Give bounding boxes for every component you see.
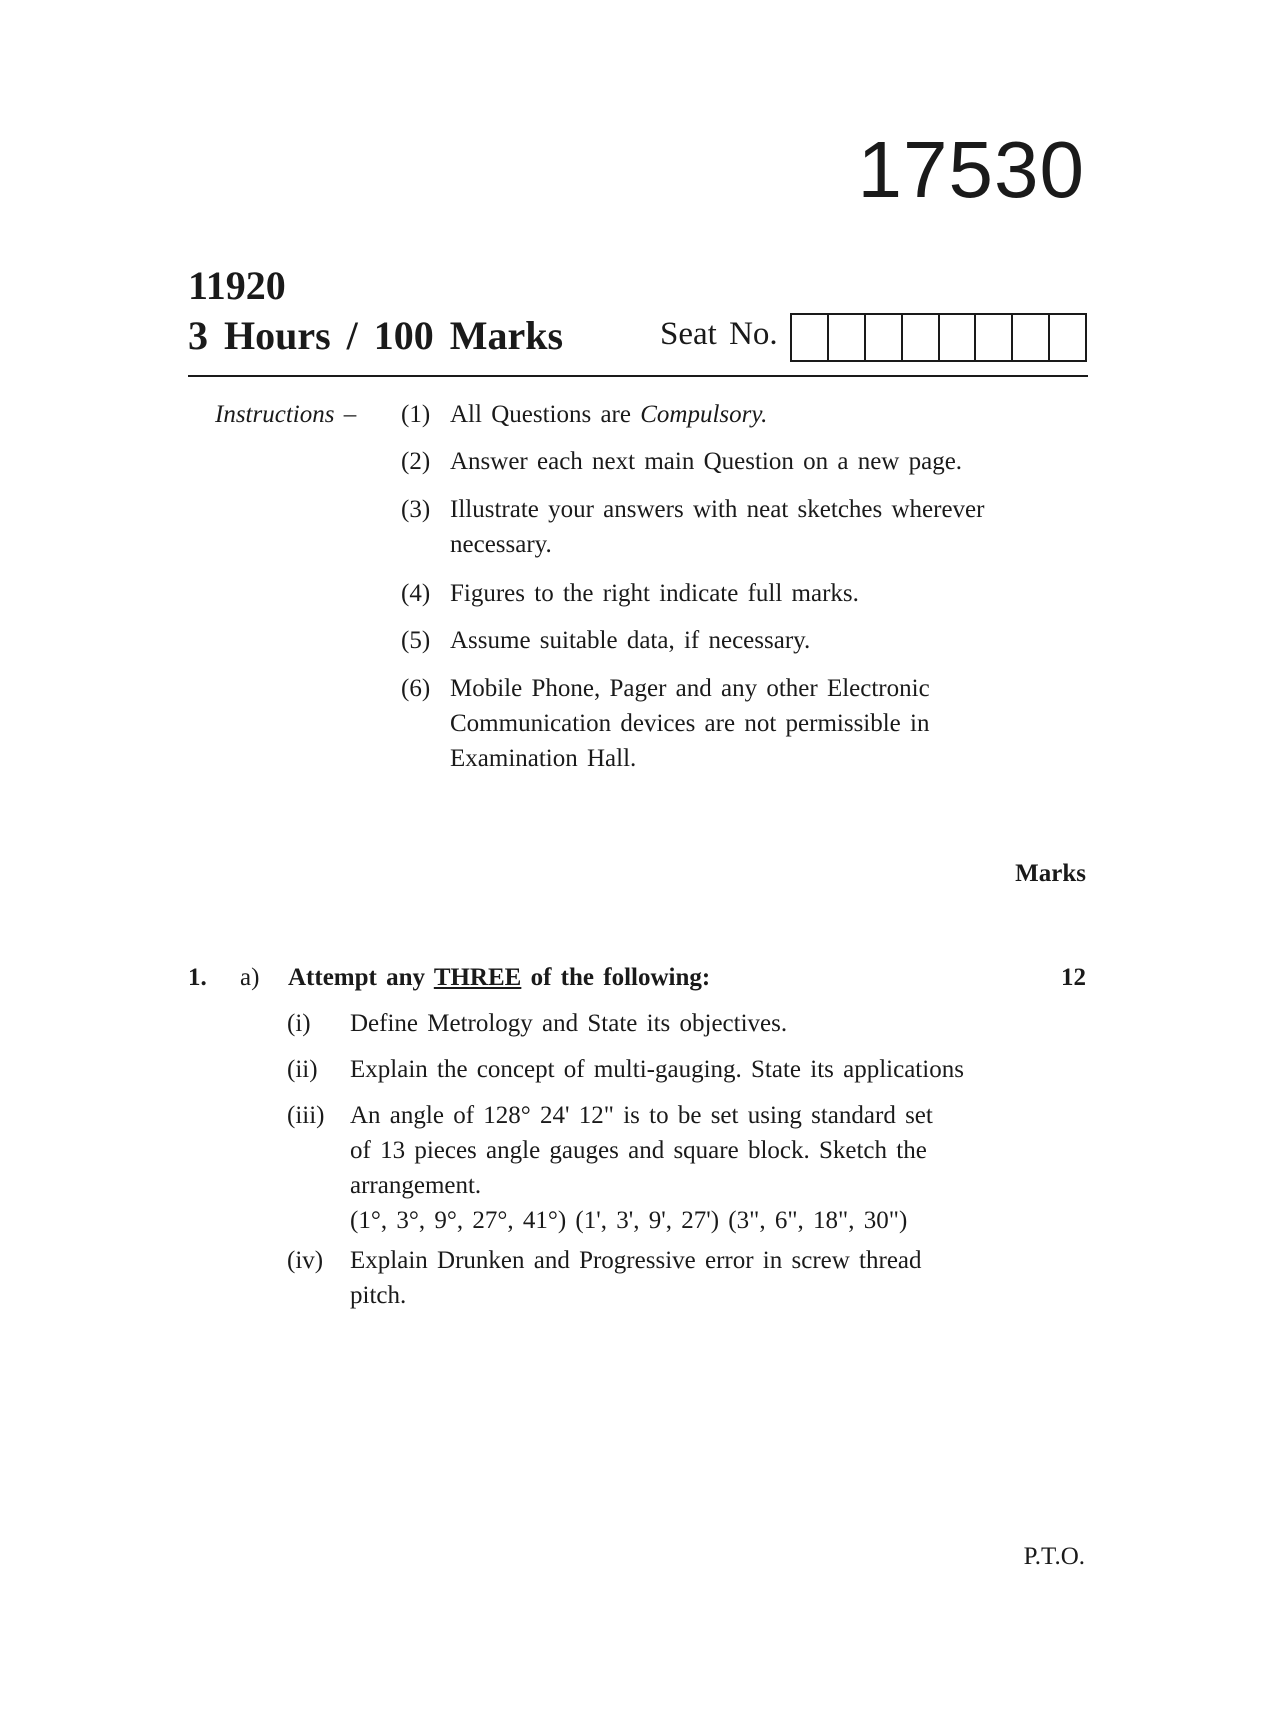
header-divider — [188, 375, 1088, 377]
question-marks: 12 — [1061, 964, 1086, 991]
seat-number-box — [866, 315, 903, 360]
instruction-number: (4) — [401, 580, 431, 607]
instruction-number: (1) — [401, 401, 431, 428]
subject-code: 11920 — [188, 263, 286, 308]
instruction-text: Assume suitable data, if necessary. — [450, 627, 811, 654]
subquestion-text: Explain the concept of multi-gauging. State its applications — [350, 1056, 964, 1083]
instruction-number: (6) — [401, 675, 431, 702]
question-number: 1. — [188, 964, 207, 991]
instruction-number: (3) — [401, 496, 431, 523]
instruction-text: Illustrate your answers with neat sketches wherever necessary. — [450, 496, 985, 558]
question-part: a) — [240, 964, 260, 991]
page-turn-over: P.T.O. — [1023, 1543, 1085, 1570]
seat-number-box — [940, 315, 977, 360]
instructions-label: Instructions – — [215, 401, 357, 428]
instruction-text: Answer each next main Question on a new page. — [450, 448, 963, 475]
seat-number-box — [829, 315, 866, 360]
seat-number-box — [792, 315, 829, 360]
seat-number-box — [976, 315, 1013, 360]
instruction-text: All Questions are Compulsory. — [450, 401, 768, 428]
seat-number-box — [903, 315, 940, 360]
seat-number-box — [1013, 315, 1050, 360]
seat-number-boxes — [790, 313, 1087, 362]
question-heading: Attempt any THREE of the following: — [288, 964, 711, 991]
instruction-text: Mobile Phone, Pager and any other Electronic Communication devices are not permissible in Examination Hall. — [450, 675, 930, 772]
subquestion-text: Explain Drunken and Progressive error in screw thread pitch. — [350, 1247, 922, 1309]
duration-marks: 3 Hours / 100 Marks — [188, 313, 564, 358]
instruction-text: Figures to the right indicate full marks. — [450, 580, 859, 607]
subquestion-text: Define Metrology and State its objectives. — [350, 1010, 788, 1037]
paper-code: 17530 — [857, 125, 1085, 214]
instruction-number: (2) — [401, 448, 431, 475]
subquestion-number: (i) — [287, 1010, 311, 1037]
seat-number-label: Seat No. — [660, 316, 778, 352]
marks-column-heading: Marks — [1015, 860, 1086, 887]
subquestion-number: (iv) — [287, 1247, 324, 1274]
instruction-number: (5) — [401, 627, 431, 654]
seat-number-box — [1050, 315, 1085, 360]
subquestion-text: An angle of 128° 24' 12" is to be set using standard set of 13 pieces angle gauges and square block. Sketch the arrangement. (1°, 3°, 9°, 27°, 41°) (1', 3', 9', 27') (3", 6", 18", 30") — [350, 1102, 933, 1234]
subquestion-number: (ii) — [287, 1056, 318, 1083]
subquestion-number: (iii) — [287, 1102, 325, 1129]
